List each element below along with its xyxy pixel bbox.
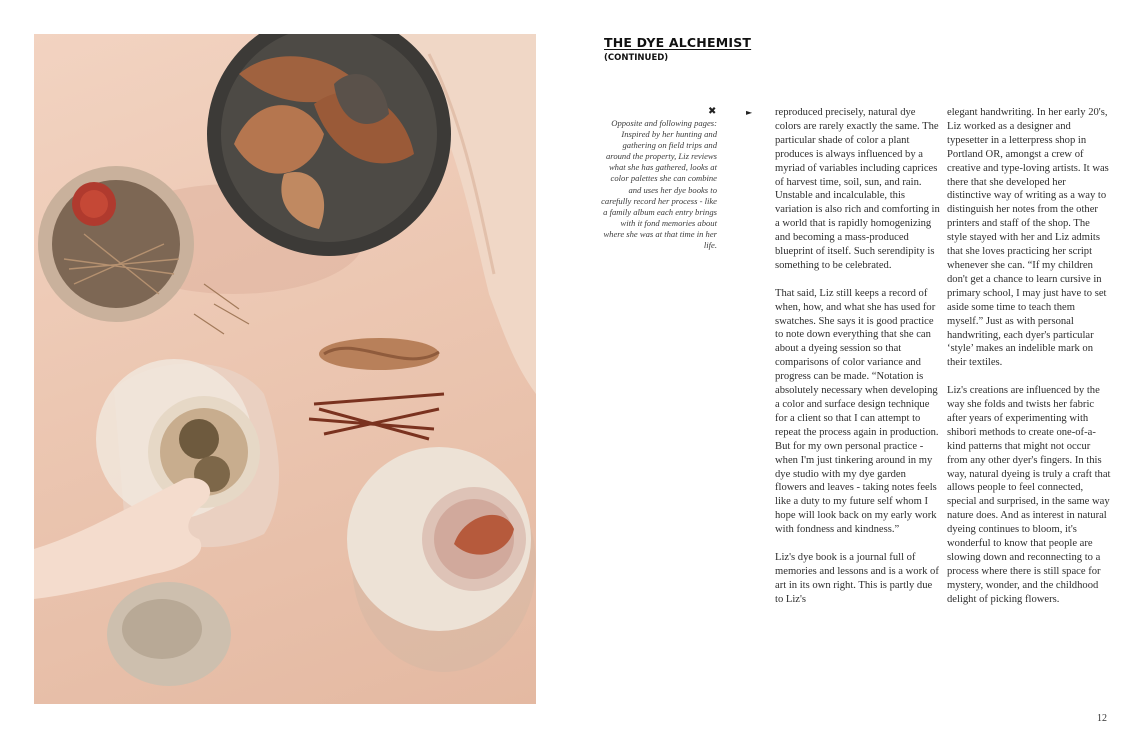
body-column-1 — [775, 106, 940, 620]
article-subtitle: (CONTINUED) — [604, 53, 669, 63]
article-title: THE DYE ALCHEMIST — [604, 35, 752, 50]
red-flower-center — [80, 190, 108, 218]
page-number: 12 — [1097, 713, 1107, 724]
photo-caption: Opposite and following pages: Inspired by her hunting and gathering on field trips and around the property, Liz reviews what she has gathered, looks at color palettes she can combine and uses her dye books to carefully record her process - like a family album each entry brings with it fond memories about where she was at that time in her life. — [601, 118, 717, 251]
body-paragraph: Liz's creations are influenced by the way she folds and twists her fabric after years of experimenting with shibori methods to create one-of-a-kind patterns that might not occur from any other dyer's fingers. In this way, natural dyeing is truly a craft that allows people to feel connected, special and surprised, in the same way nature does. And as interest in natural dyeing continues to bloom, it's wonderful to know that people are slowing down and reconnecting to a process where there is still space for mystery, wonder, and the childhood delight of picking flowers. — [947, 385, 1111, 605]
left-page — [0, 0, 568, 738]
still-life-photo — [34, 34, 536, 704]
shell-texture — [122, 599, 202, 659]
caption-marker-icon: ✖ — [708, 106, 717, 117]
body-paragraph: That said, Liz still keeps a record of when, how, and what she has used for swatches. She says it is good practice to note down everything that she can about a dyeing session so that comparisons of color variance and progress can be made. “Notation is absolutely necessary when developing a color and surface design technique for a client so that I can attempt to repeat the process again in production. But for my own personal practice - when I'm just tinkering around in my dye studio with my dye garden flowers and leaves - taking notes feels like a duty to my future self whom I hope will look back on my early work with fondness and kindness.” — [775, 287, 939, 536]
photo-illustration — [34, 34, 536, 704]
body-paragraph: elegant handwriting. In her early 20's, Liz worked as a designer and typesetter in a letterpress shop in Portland OR, amongst a crew of creative and type-loving artists. It was there that she developed her distinctive way of writing as a way to distinguish her notes from the other printers and staff of the shop. The style stayed with her and Liz admits that she loves practicing her script whenever she can. “If my children don't get a chance to learn cursive in primary school, I may just have to set aside some time to teach them myself.” Just as with personal handwriting, each dyer's particular ‘style’ makes an indelible mark on their textiles. — [947, 107, 1109, 369]
body-column-2 — [947, 106, 1112, 621]
body-paragraph: reproduced precisely, natural dye colors are rarely exactly the same. The particular shade of color a plant produces is always influenced by a myriad of variables including caprices of harvest time, soil, sun, and rain. Unstable and incalculable, this variation is also rich and comforting in a world that is rapidly homogenizing and becoming a mass-produced blueprint of itself. Such serendipity is something to be celebrated. — [775, 107, 940, 271]
left-bowl-inner — [52, 180, 180, 308]
pointer-arrow-icon: ► — [746, 108, 753, 117]
chestnut-burr — [179, 419, 219, 459]
body-paragraph: Liz's dye book is a journal full of memories and lessons and is a work of art in its own right. This is partly due to Liz's — [775, 551, 939, 605]
bark-strips — [309, 394, 444, 439]
